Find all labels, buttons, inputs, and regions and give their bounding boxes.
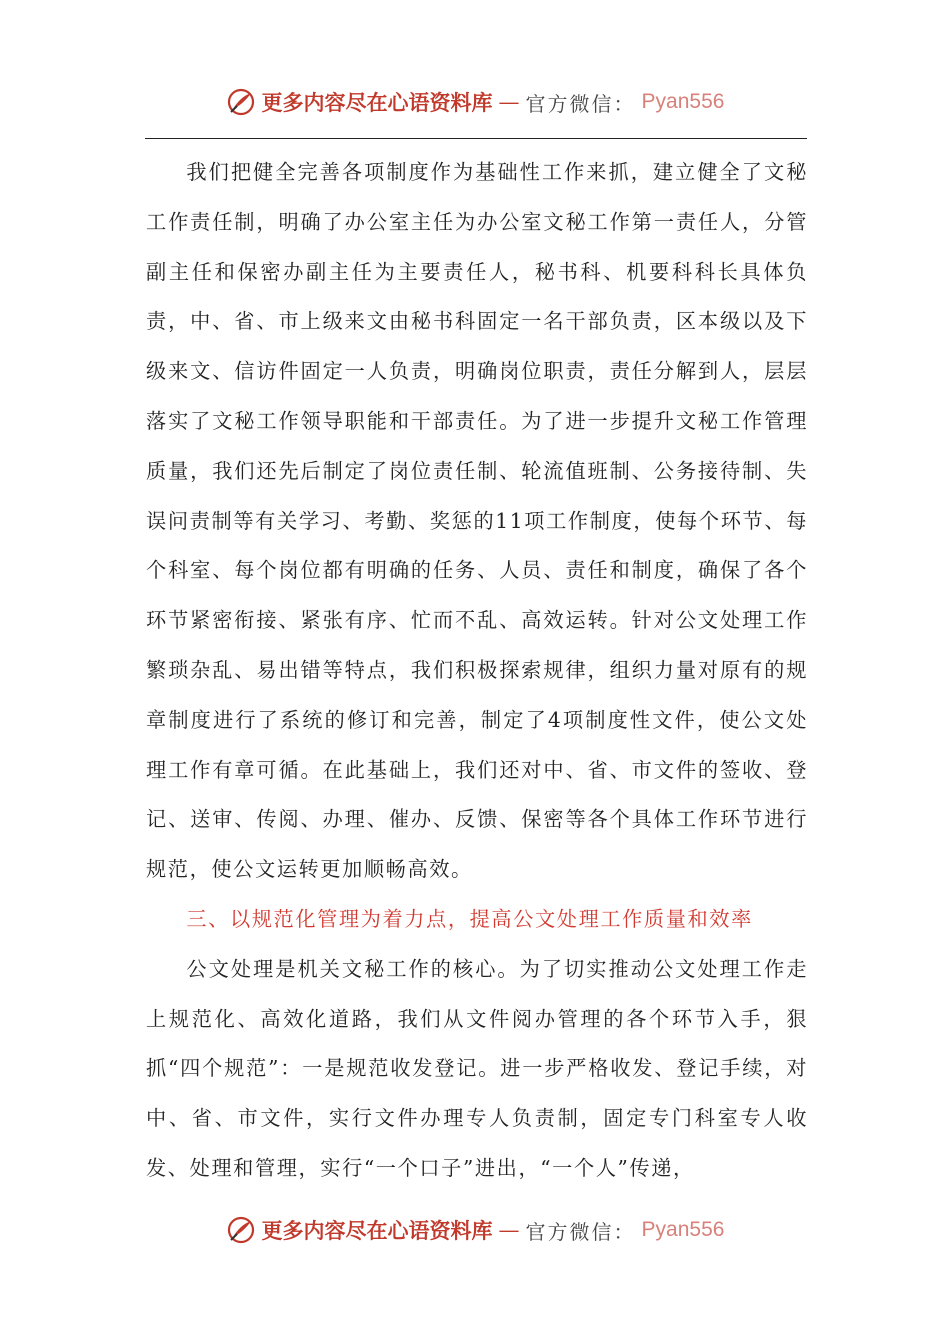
footer-brand	[226, 1215, 725, 1245]
header-wechat-id: Pyan556	[641, 90, 725, 113]
header-wechat-label: 官方微信：	[525, 91, 636, 116]
document-body	[146, 148, 808, 1194]
footer-dash: —	[498, 1218, 520, 1242]
quill-pen-logo-icon	[226, 87, 256, 117]
header-rule	[145, 138, 807, 139]
footer-wechat-id: Pyan556	[641, 1218, 725, 1241]
quill-pen-logo-icon	[226, 1215, 256, 1245]
footer-wechat-label: 官方微信：	[525, 1219, 636, 1244]
header-dash: —	[498, 90, 520, 114]
header-brand-text: 更多内容尽在心语资料库	[261, 90, 493, 115]
page-header	[0, 82, 950, 122]
footer-brand-text: 更多内容尽在心语资料库	[261, 1218, 493, 1243]
paragraph-1: 我们把健全完善各项制度作为基础性工作来抓，建立健全了文秘工作责任制，明确了办公室主任为办公室文秘工作第一责任人，分管副主任和保密办副主任为主要责任人，秘书科、机要科科长具体负责，中、省、市上级来文由秘书科固定一名干部负责，区本级以及下级来文、信访件固定一人负责，明确岗位职责，责任分解到人，层层落实了文秘工作领导职能和干部责任。为了进一步提升文秘工作管理质量，我们还先后制定了岗位责任制、轮流值班制、公务接待制、失误问责制等有关学习、考勤、奖惩的11项工作制度，使每个环节、每个科室、每个岗位都有明确的任务、人员、责任和制度，确保了各个环节紧密衔接、紧张有序、忙而不乱、高效运转。针对公文处理工作繁琐杂乱、易出错等特点，我们积极探索规律，组织力量对原有的规章制度进行了系统的修订和完善，制定了4项制度性文件，使公文处理工作有章可循。在此基础上，我们还对中、省、市文件的签收、登记、送审、传阅、办理、催办、反馈、保密等各个具体工作环节进行规范，使公文运转更加顺畅高效。	[146, 160, 808, 882]
paragraph-2: 公文处理是机关文秘工作的核心。为了切实推动公文处理工作走上规范化、高效化道路，我们从文件阅办管理的各个环节入手，狠抓“四个规范”：一是规范收发登记。进一步严格收发、登记手续，对中、省、市文件，实行文件办理专人负责制，固定专门科室专人收发、处理和管理，实行“一个口子”进出，“一个人”传递，	[146, 956, 808, 1180]
page-footer	[0, 1210, 950, 1250]
section-heading-3: 三、以规范化管理为着力点，提高公文处理工作质量和效率	[186, 906, 753, 931]
header-brand	[226, 87, 725, 117]
